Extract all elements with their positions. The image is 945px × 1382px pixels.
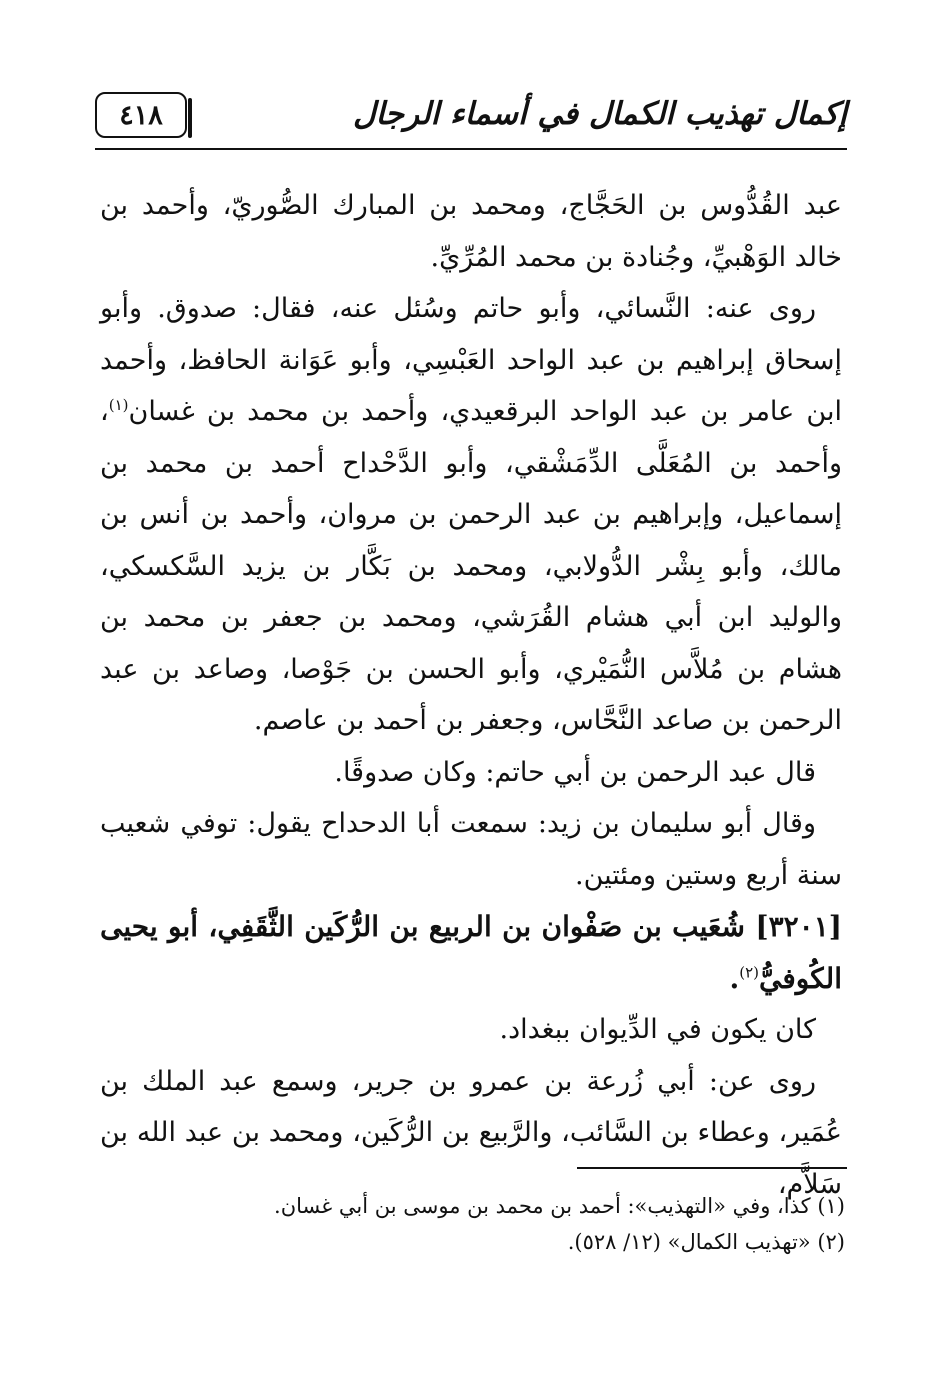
page-header xyxy=(95,86,847,148)
header-rule xyxy=(95,148,847,150)
footnote-separator xyxy=(577,1167,847,1169)
book-title: إكمال تهذيب الكمال في أسماء الرجال xyxy=(352,96,847,132)
footnote-ref-2[interactable]: (٢) xyxy=(739,963,760,982)
paragraph-ibn-abi-hatim: قال عبد الرحمن بن أبي حاتم: وكان صدوقًا. xyxy=(334,756,816,788)
main-text xyxy=(100,180,842,1210)
footnote-2: (٢) «تهذيب الكمال» (١٢/ ٥٢٨). xyxy=(567,1230,845,1254)
paragraph-narrators-part1: روى عنه: النَّسائي، وأبو حاتم وسُئل عنه، فقال: صدوق. وأبو إسحاق إبراهيم بن عبد الواحد العَبْسِي، وأبو عَوَانة الحافظ، وأحمد ابن عامر بن عبد الواحد البرقعيدي، وأحمد بن محمد بن غسان xyxy=(100,293,842,427)
footnote-1: (١) كذا، وفي «التهذيب»: أحمد بن محمد بن موسى بن أبي غسان. xyxy=(274,1194,845,1218)
entry-heading xyxy=(100,901,842,1004)
entry-heading-text: [٣٢٠١] شُعَيب بن صَفْوان بن الربيع بن الرُّكَين الثَّقَفِي، أبو يحيى الكُوفيُّ xyxy=(100,910,842,995)
page-number: ٤١٨ xyxy=(95,92,187,138)
paragraph-death-date: وقال أبو سليمان بن زيد: سمعت أبا الدحداح يقول: توفي شعيب سنة أربع وستين ومئتين. xyxy=(100,808,842,891)
entry-heading-end: . xyxy=(729,961,740,995)
footnote-ref-1[interactable]: (١) xyxy=(108,396,129,414)
footnotes xyxy=(100,1188,845,1260)
paragraph-narrators-part2: ، وأحمد بن المُعَلَّى الدِّمَشْقي، وأبو الدَّحْداح أحمد بن محمد بن إسماعيل، وإبراهيم بن عبد الرحمن بن مروان، وأحمد بن أنس بن مالك، وأبو بِشْر الدُّولابي، ومحمد بن بَكَّار بن يزيد السَّكسكي، والوليد ابن أبي هشام القُرَشي، ومحمد بن جعفر بن محمد بن هشام بن مُلاَّس النُّمَيْري، وأبو الحسن بن جَوْصا، وصاعد بن عبد الرحمن بن صاعد النَّحَّاس، وجعفر بن أحمد بن عاصم. xyxy=(100,396,842,736)
paragraph-diwan: كان يكون في الدِّيوان ببغداد. xyxy=(499,1014,816,1045)
paragraph-narrators xyxy=(100,283,842,747)
paragraph-teachers-continued: عبد القُدُّوس بن الحَجَّاج، ومحمد بن المبارك الصُّوريّ، وأحمد بن خالد الوَهْبيِّ، وجُنادة بن محمد المُرِّيِّ. xyxy=(100,190,842,273)
paragraph-narrated-from: روى عن: أبي زُرعة بن عمرو بن جرير، وسمع عبد الملك بن عُمَير، وعطاء بن السَّائب، والرَّبيع بن الرُّكَين، ومحمد بن عبد الله بن سَلاَّم، xyxy=(100,1065,842,1200)
